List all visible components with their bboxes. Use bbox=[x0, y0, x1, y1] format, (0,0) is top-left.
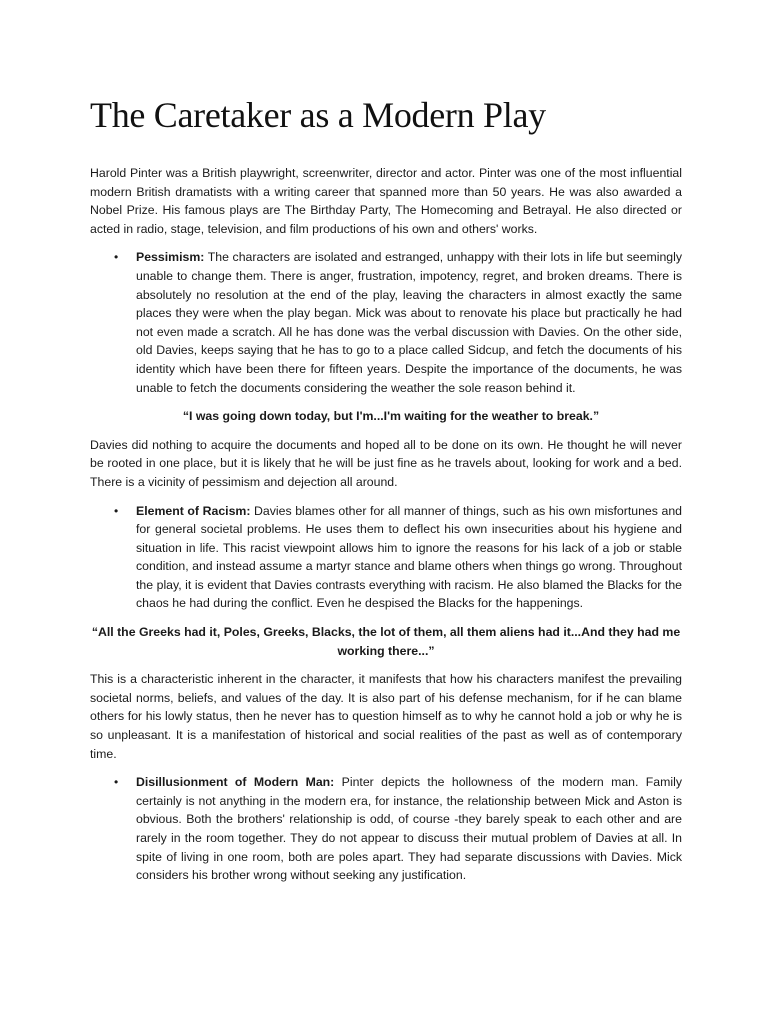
quote-weather: “I was going down today, but I'm...I'm waiting for the weather to break.” bbox=[182, 409, 600, 424]
section-heading-pessimism: Pessimism: bbox=[136, 250, 205, 265]
section-text-pessimism: The characters are isolated and estranged, unhappy with their lots in life but seemingly unable to change them. There is anger, frustration, impotency, regret, and broken dreams. There is absolutely no resolution at the end of the play, leaving the characters in almost exactly the same places they were when the play began. Mick was about to renovate his place but practically he had not even made a scratch. All he has done was the verbal discussion with Davies. On the other side, old Davies, keeps saying that he has to go to a place called Sidcup, and fetch the documents of his identity which have been there for fifteen years. Despite the importance of the documents, he was unable to fetch the documents considering the weather the sole reason behind it. bbox=[136, 250, 682, 395]
section-heading-disillusionment: Disillusionment of Modern Man: bbox=[136, 775, 335, 790]
page-title: The Caretaker as a Modern Play bbox=[90, 95, 546, 135]
section-text-disillusionment: Pinter depicts the hollowness of the modern man. Family certainly is not anything in the modern era, for instance, the relationship between Mick and Aston is obvious. Both the brothers' relationship is odd, of course -they barely speak to each other and are rarely in the room together. They do not appear to discuss their mutual problem of Davies at all. In spite of living in one room, both are poles apart. They had separate discussions with Davies. Mick considers his brother wrong without seeking any justification. bbox=[136, 775, 682, 883]
section-heading-racism: Element of Racism: bbox=[136, 503, 251, 518]
bullet-list-racism bbox=[90, 502, 682, 614]
section-text-racism: Davies blames other for all manner of things, such as his own misfortunes and for general societal problems. He uses them to deflect his own insecurities about his hygiene and situation in life. This racist viewpoint allows him to ignore the reasons for his lack of a job or stable condition, and instead assume a martyr stance and blame others when things go wrong. Throughout the play, it is evident that Davies contrasts everything with racism. He also blamed the Blacks for the chaos he had during the conflict. Even he despised the Blacks for the happenings. bbox=[136, 503, 682, 611]
intro-paragraph: Harold Pinter was a British playwright, screenwriter, director and actor. Pinter was one of the most influential modern British dramatists with a writing career that spanned more than 50 years. He was also awarded a Nobel Prize. His famous plays are The Birthday Party, The Homecoming and Betrayal. He also directed or acted in radio, stage, television, and film productions of his own and others' works. bbox=[90, 166, 682, 236]
quote-aliens: “All the Greeks had it, Poles, Greeks, Blacks, the lot of them, all them aliens had it...And they had me working there...” bbox=[91, 625, 681, 658]
list-item-pessimism bbox=[114, 248, 682, 397]
bullet-icon: • bbox=[114, 775, 119, 790]
list-item-disillusionment bbox=[114, 773, 682, 885]
bullet-icon: • bbox=[114, 503, 119, 518]
bullet-list-pessimism bbox=[90, 248, 682, 397]
bullet-icon: • bbox=[114, 250, 119, 265]
list-item-racism bbox=[114, 502, 682, 614]
bullet-list-disillusionment bbox=[90, 773, 682, 885]
paragraph-characteristic: This is a characteristic inherent in the character, it manifests that how his characters manifest the prevailing societal norms, beliefs, and values of the day. It is also part of his defense mechanism, for if he can blame others for his lowly status, then he never has to question himself as to why he cannot hold a job or why he is so unpleasant. It is a manifestation of historical and social realities of the past as well as of contemporary time. bbox=[90, 672, 682, 761]
paragraph-davies-documents: Davies did nothing to acquire the documents and hoped all to be done on its own. He thought he will never be rooted in one place, but it is likely that he will be just fine as he travels about, looking for work and a bed. There is a vicinity of pessimism and dejection all around. bbox=[90, 437, 682, 489]
